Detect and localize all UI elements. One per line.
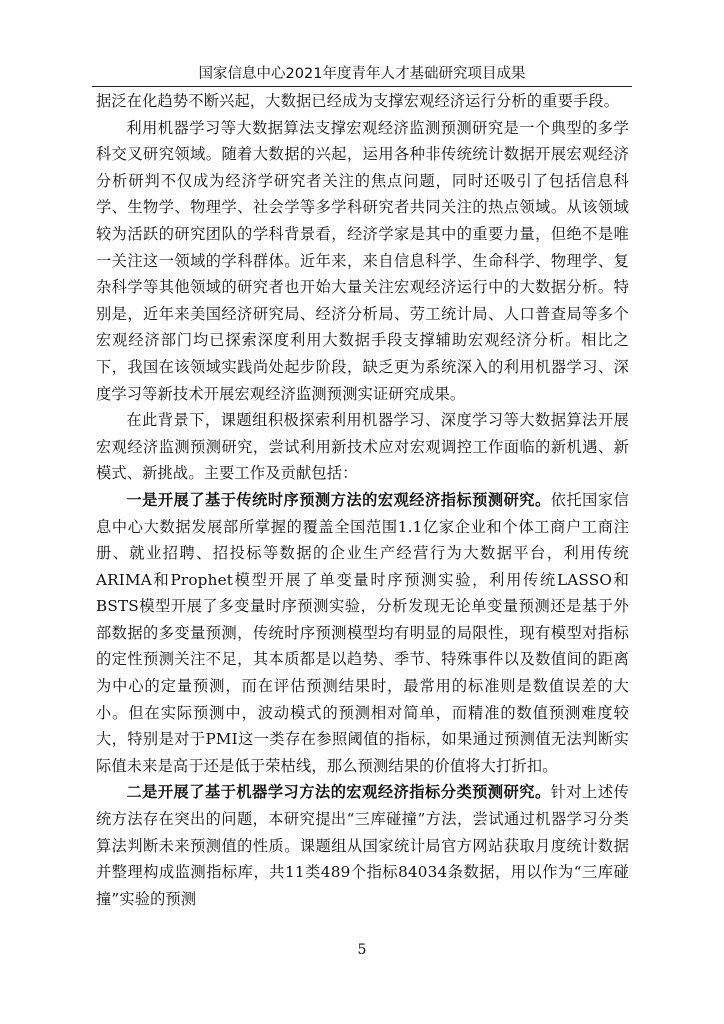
contribution-2-heading: 二是开展了基于机器学习方法的宏观经济指标分类预测研究。 (126, 783, 551, 802)
paragraph-contribution-1 (96, 487, 629, 780)
header-divider (92, 86, 632, 87)
paragraph-background: 利用机器学习等大数据算法支撑宏观经济监测预测研究是一个典型的多学科交叉研究领域。随着大数据的兴起，运用各种非传统统计数据开展宏观经济分析研判不仅成为经济学研究者关注的焦点问题，同时还吸引了包括信息科学、生物学、物理学、社会学等多学科研究者共同关注的热点领域。从该领域较为活跃的研究团队的学科背景看，经济学家是其中的重要力量，但绝不是唯一关注这一领域的学科群体。近年来，来自信息科学、生命科学、物理学、复杂科学等其他领域的研究者也开始大量关注宏观经济运行中的大数据分析。特别是，近年来美国经济研究局、经济分析局、劳工统计局、人口普查局等多个宏观经济部门均已探索深度利用大数据手段支撑辅助宏观经济分析。相比之下，我国在该领域实践尚处起步阶段，缺乏更为系统深入的利用机器学习、深度学习等新技术开展宏观经济监测预测实证研究成果。 (96, 118, 629, 403)
paragraph-context: 在此背景下，课题组积极探索利用机器学习、深度学习等大数据算法开展宏观经济监测预测研究，尝试利用新技术应对宏观调控工作面临的新机遇、新模式、新挑战。主要工作及贡献包括： (96, 411, 629, 483)
contribution-1-heading: 一是开展了基于传统时序预测方法的宏观经济指标预测研究。 (126, 490, 551, 509)
paragraph-contribution-2 (96, 779, 629, 912)
contribution-1-text: 依托国家信息中心大数据发展部所掌握的覆盖全国范围1.1亿家企业和个体工商户工商注册、就业招聘、招投标等数据的企业生产经营行为大数据平台，利用传统ARIMA和Prophet模型开展了单变量时序预测实验，利用传统LASSO和BSTS模型开展了多变量时序预测实验，分析发现无论单变量预测还是基于外部数据的多变量预测，传统时序预测模型均有明显的局限性，现有模型对指标的定性预测关注不足，其本质都是以趋势、季节、特殊事件以及数值间的距离为中心的定量预测，而在评估预测结果时，最常用的标准则是数值误差的大小。但在实际预测中，波动模式的预测相对简单，而精准的数值预测难度较大，特别是对于PMI这一类存在参照阈值的指标，如果通过预测值无法判断实际值未来是高于还是低于荣枯线，那么预测结果的价值将大打折扣。 (96, 490, 630, 775)
page-header: 国家信息中心2021年度青年人才基础研究项目成果 (198, 66, 526, 82)
contribution-2-text: 针对上述传统方法存在突出的问题，本研究提出“三库碰撞”方法，尝试通过机器学习分类算法判断未来预测值的性质。课题组从国家统计局官方网站获取月度统计数据并整理构成监测指标库，共11类489个指标84034条数据，用以作为“三库碰撞”实验的预测 (96, 783, 630, 908)
body-text (96, 88, 629, 912)
paragraph-continuation: 据泛在化趋势不断兴起，大数据已经成为支撑宏观经济运行分析的重要手段。 (96, 92, 620, 110)
page-number: 5 (357, 942, 367, 958)
